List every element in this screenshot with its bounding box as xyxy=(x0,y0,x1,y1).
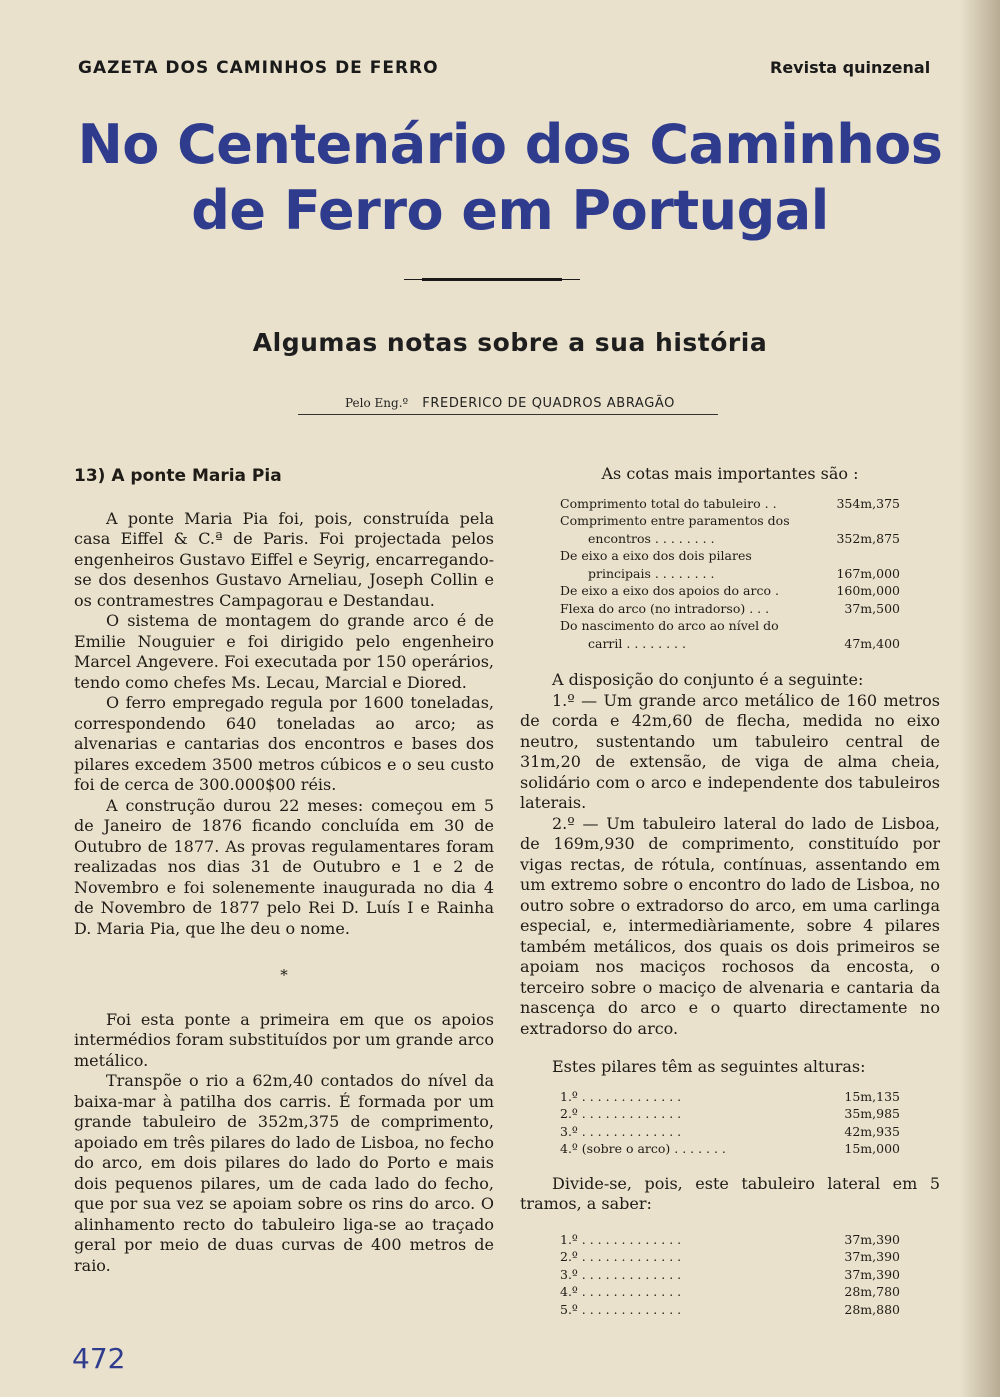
paragraph: O sistema de montagem do grande arco é de Emilie Nouguier e foi dirigido pelo engenheiro Marcel Angevere. Foi executada por 150 operários, tendo como chefes Ms. Lecau, Marcial e Diored. xyxy=(74,611,494,692)
list-label: 1.º . . . . . . . . . . . . . xyxy=(560,1088,682,1104)
left-column xyxy=(74,464,494,1276)
paragraph: Foi esta ponte a primeira em que os apoios intermédios foram substituídos por um grande arco metálico. xyxy=(74,1009,494,1070)
article-title xyxy=(60,112,960,244)
byline-underline xyxy=(298,414,718,415)
list-row xyxy=(560,1140,900,1158)
title-divider xyxy=(422,278,562,281)
list-value: 37m,390 xyxy=(844,1266,900,1282)
list-value: 37m,390 xyxy=(844,1231,900,1247)
dimension-row xyxy=(560,495,900,513)
page-number: 472 xyxy=(72,1342,126,1375)
paragraph: A ponte Maria Pia foi, pois, construída pela casa Eiffel & C.ª de Paris. Foi projectada pelos engenheiros Gustavo Eiffel e Seyrig, encarregando-se dos desenhos Gustavo Arneliau, Joseph Collin e os contramestres Campagorau e Destandau. xyxy=(74,508,494,610)
list-value: 35m,985 xyxy=(844,1106,900,1121)
dimension-value xyxy=(836,547,900,565)
section-separator: * xyxy=(280,966,288,984)
dimension-value xyxy=(836,617,900,635)
dimension-row xyxy=(560,617,900,635)
dimension-value: 47m,400 xyxy=(844,635,900,651)
author-name: FREDERICO DE QUADROS ABRAGÃO xyxy=(422,396,675,411)
dimension-label: De eixo a eixo dos apoios do arco . xyxy=(560,583,779,598)
section-heading: 13) A ponte Maria Pia xyxy=(74,466,282,486)
dimension-value xyxy=(836,512,900,530)
dimension-label: Do nascimento do arco ao nível do xyxy=(560,618,779,633)
journal-name: GAZETA DOS CAMINHOS DE FERRO xyxy=(78,58,439,78)
dimension-label: Comprimento entre paramentos dos xyxy=(560,513,790,528)
dimension-label: Comprimento total do tabuleiro . . xyxy=(560,495,777,511)
list-row xyxy=(560,1283,900,1301)
list-row xyxy=(560,1231,900,1249)
list-label: 3.º . . . . . . . . . . . . . xyxy=(560,1123,682,1139)
dimension-label: encontros . . . . . . . . xyxy=(588,530,715,546)
list-label: 3.º . . . . . . . . . . . . . xyxy=(560,1266,682,1282)
dimension-label: carril . . . . . . . . xyxy=(588,635,686,651)
list-row xyxy=(560,1248,900,1266)
dimension-label: principais . . . . . . . . xyxy=(588,565,715,581)
dimension-row xyxy=(560,547,900,565)
list-label: 1.º . . . . . . . . . . . . . xyxy=(560,1231,682,1247)
list-label: 2.º . . . . . . . . . . . . . xyxy=(560,1106,682,1121)
dimension-row xyxy=(560,512,900,530)
list-row xyxy=(560,1088,900,1106)
dimension-row xyxy=(560,582,900,600)
list-value: 28m,780 xyxy=(844,1284,900,1299)
list-value: 37m,390 xyxy=(844,1249,900,1264)
paragraph: Transpõe o rio a 62m,40 contados do nível da baixa-mar à patilha dos carris. É formada por um grande tabuleiro de 352m,375 de comprimento, apoiado em três pilares do lado de Lisboa, no fecho do arco, em dois pilares do lado do Porto e mais dois pequenos pilares, um de cada lado do fecho, que por sua vez se apoiam sobre os rins do arco. O alinhamento recto do tabuleiro liga-se ao traçado geral por meio de duas curvas de 400 metros de raio. xyxy=(74,1071,494,1275)
byline-prefix: Pelo Eng.º xyxy=(345,396,409,410)
list-value: 28m,880 xyxy=(844,1301,900,1317)
spans-table xyxy=(560,1231,900,1319)
dimension-row xyxy=(560,530,900,548)
dimension-value: 167m,000 xyxy=(836,565,900,581)
dimension-label: De eixo a eixo dos dois pilares xyxy=(560,548,752,563)
dimension-value: 160m,000 xyxy=(836,583,900,598)
dims-intro: As cotas mais importantes são : xyxy=(601,464,859,483)
paragraph: 2.º — Um tabuleiro lateral do lado de Lisboa, de 169m,930 de comprimento, constituído por vigas rectas, de rótula, contínuas, assentando em um extremo sobre o encontro do lado de Lisboa, no outro sobre o extradorso do arco, em uma carlinga especial, e, intermediàriamente, sobre 4 pilares também metálicos, dos quais os dois primeiros se apoiam nos maciços rochosos da encosta, o terceiro sobre o maciço de alvenaria e cantaria da nascença do arco e o quarto directamente no extradorso do arco. xyxy=(520,813,940,1038)
dimension-value: 37m,500 xyxy=(844,600,900,616)
list-row xyxy=(560,1301,900,1319)
journal-frequency: Revista quinzenal xyxy=(770,58,931,77)
paragraph: Estes pilares têm as seguintes alturas: xyxy=(552,1057,866,1076)
title-line-1: No Centenário dos Caminhos xyxy=(77,113,943,176)
article-subtitle: Algumas notas sobre a sua história xyxy=(252,328,768,357)
paragraph: Divide-se, pois, este tabuleiro lateral em 5 tramos, a saber: xyxy=(520,1173,940,1213)
byline xyxy=(60,396,960,411)
list-row xyxy=(560,1105,900,1123)
dimension-label: Flexa do arco (no intradorso) . . . xyxy=(560,600,770,616)
dimensions-table xyxy=(560,495,900,653)
dimension-row xyxy=(560,635,900,653)
list-row xyxy=(560,1266,900,1284)
paragraph: 1.º — Um grande arco metálico de 160 metros de corda e 42m,60 de flecha, medida no eixo neutro, sustentando um tabuleiro central de 31m,20 de extensão, de viga de alma cheia, solidário com o arco e independente dos tabuleiros laterais. xyxy=(520,690,940,812)
pillar-heights-table xyxy=(560,1088,900,1158)
paragraph: O ferro empregado regula por 1600 toneladas, correspondendo 640 toneladas ao arco; as alvenarias e cantarias dos encontros e bases dos pilares excedem 3500 metros cúbicos e o seu custo foi de cerca de 300.000$00 réis. xyxy=(74,693,494,794)
list-label: 2.º . . . . . . . . . . . . . xyxy=(560,1249,682,1264)
dimension-value: 354m,375 xyxy=(836,495,900,511)
dimension-value: 352m,875 xyxy=(836,530,900,546)
list-label: 4.º (sobre o arco) . . . . . . . xyxy=(560,1141,726,1156)
list-label: 4.º . . . . . . . . . . . . . xyxy=(560,1284,682,1299)
list-value: 15m,000 xyxy=(844,1141,900,1156)
right-column xyxy=(520,464,940,1334)
list-label: 5.º . . . . . . . . . . . . . xyxy=(560,1301,682,1317)
title-line-2: de Ferro em Portugal xyxy=(191,179,829,242)
page-edge-shadow xyxy=(960,0,1000,1397)
list-row xyxy=(560,1123,900,1141)
dimension-row xyxy=(560,565,900,583)
paragraph: A disposição do conjunto é a seguinte: xyxy=(552,670,864,689)
dimension-row xyxy=(560,600,900,618)
list-value: 42m,935 xyxy=(844,1123,900,1139)
paragraph: A construção durou 22 meses: começou em 5 de Janeiro de 1876 ficando concluída em 30 de Outubro de 1877. As provas regulamentares foram realizadas nos dias 31 de Outubro e 1 e 2 de Novembro e foi solenemente inaugurada no dia 4 de Novembro de 1877 pelo Rei D. Luís I e Rainha D. Maria Pia, que lhe deu o nome. xyxy=(74,795,494,938)
list-value: 15m,135 xyxy=(844,1088,900,1104)
